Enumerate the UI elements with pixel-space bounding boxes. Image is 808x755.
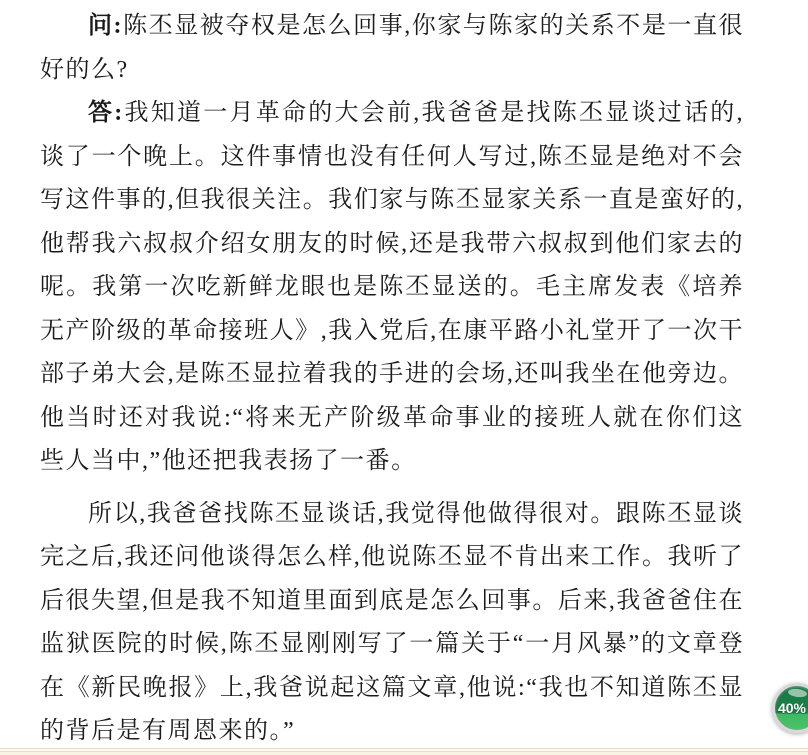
reading-progress-label: 40% bbox=[777, 700, 807, 716]
reading-progress-badge[interactable] bbox=[772, 683, 808, 733]
answer-lead: 答: bbox=[88, 100, 124, 126]
answer-continued-body: 所以,我爸爸找陈丕显谈话,我觉得他做得很对。跟陈丕显谈完之后,我还问他谈得怎么样,他说陈丕显不肯出来工作。我听了后很失望,但是我不知道里面到底是怎么回事。后来,我爸爸住在监狱医院的时候,陈丕显刚刚写了一篇关于“一月风暴”的文章登在《新民晚报》上,我爸说起这篇文章,他说:“我也不知道陈丕显的背后是有周恩来的。” bbox=[40, 500, 744, 744]
paragraph-question bbox=[40, 5, 744, 92]
answer-body: 我知道一月革命的大会前,我爸爸是找陈丕显谈过话的,谈了一个晚上。这件事情也没有任何人写过,陈丕显是绝对不会写这件事的,但我很关注。我们家与陈丕显家关系一直是蛮好的,他帮我六叔叔介绍女朋友的时候,还是我带六叔叔到他们家去的呢。我第一次吃新鲜龙眼也是陈丕显送的。毛主席发表《培养无产阶级的革命接班人》,我入党后,在康平路小礼堂开了一次干部子弟大会,是陈丕显拉着我的手进的会场,还叫我坐在他旁边。他当时还对我说:“将来无产阶级革命事业的接班人就在你们这些人当中,”他还把我表扬了一番。 bbox=[40, 100, 744, 474]
question-lead: 问: bbox=[88, 13, 124, 39]
paragraph-answer-continued bbox=[40, 493, 744, 754]
footer-bar bbox=[0, 747, 808, 755]
paragraph-answer bbox=[40, 92, 744, 484]
question-body: 陈丕显被夺权是怎么回事,你家与陈家的关系不是一直很好的么? bbox=[40, 13, 745, 83]
